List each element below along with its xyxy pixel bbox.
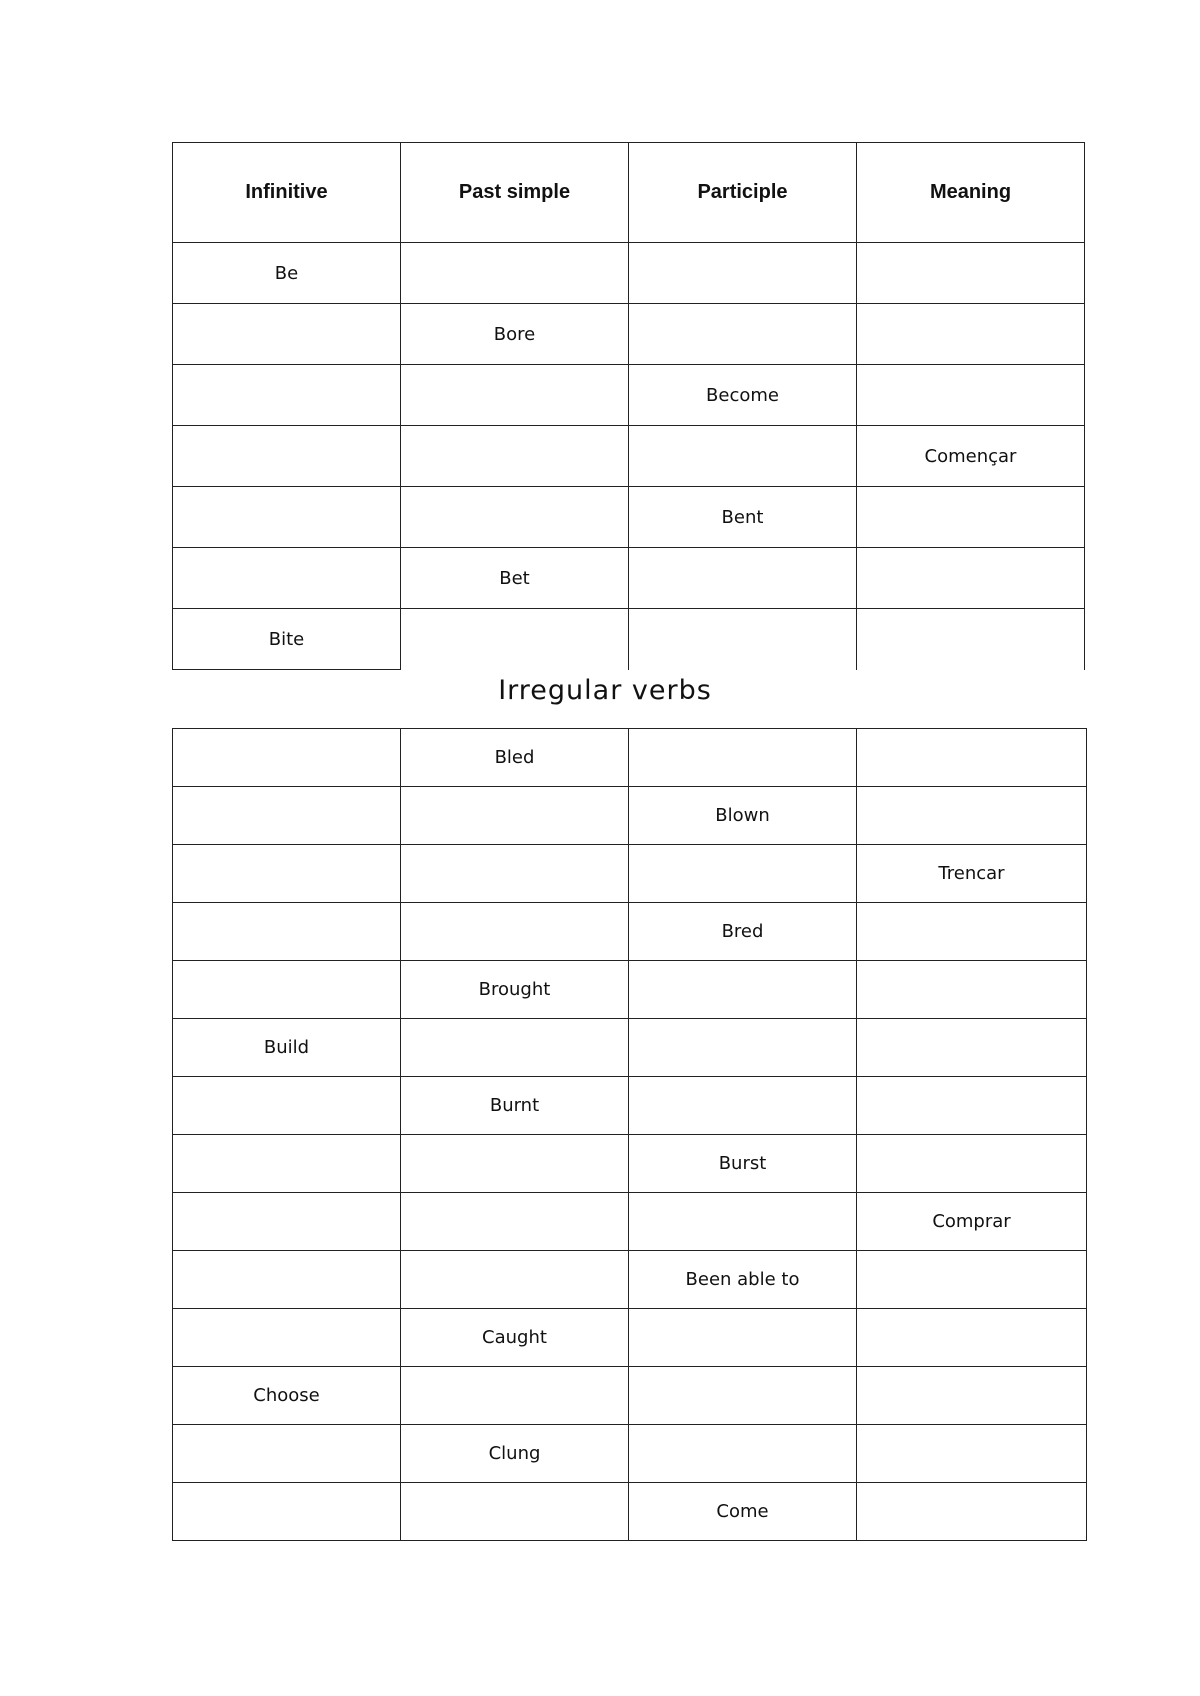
cell-meaning xyxy=(857,365,1085,426)
cell-infinitive: Choose xyxy=(173,1367,401,1425)
cell-infinitive xyxy=(173,1309,401,1367)
table-row xyxy=(173,1135,1087,1193)
table-row xyxy=(173,1193,1087,1251)
cell-past-simple xyxy=(401,787,629,845)
cell-past-simple xyxy=(401,1367,629,1425)
cell-past-simple: Bled xyxy=(401,729,629,787)
cell-meaning xyxy=(857,1019,1087,1077)
cell-infinitive xyxy=(173,1483,401,1541)
cell-participle xyxy=(629,609,857,670)
cell-participle xyxy=(629,1019,857,1077)
cell-meaning xyxy=(857,487,1085,548)
cell-infinitive xyxy=(173,1193,401,1251)
cell-past-simple: Bore xyxy=(401,304,629,365)
cell-past-simple xyxy=(401,1135,629,1193)
page-title: Irregular verbs xyxy=(498,675,712,706)
header-infinitive: Infinitive xyxy=(173,143,401,243)
table-row xyxy=(173,365,1085,426)
table-row xyxy=(173,426,1085,487)
verb-table-1 xyxy=(172,142,1085,670)
cell-participle xyxy=(629,243,857,304)
table-row xyxy=(173,609,1085,670)
cell-infinitive xyxy=(173,487,401,548)
cell-infinitive: Be xyxy=(173,243,401,304)
cell-participle xyxy=(629,845,857,903)
cell-meaning xyxy=(857,1077,1087,1135)
header-meaning: Meaning xyxy=(857,143,1085,243)
cell-meaning xyxy=(857,1483,1087,1541)
cell-infinitive xyxy=(173,426,401,487)
table-row xyxy=(173,1019,1087,1077)
cell-meaning xyxy=(857,548,1085,609)
table-row xyxy=(173,1251,1087,1309)
cell-participle xyxy=(629,304,857,365)
cell-infinitive xyxy=(173,304,401,365)
cell-meaning: Comprar xyxy=(857,1193,1087,1251)
cell-past-simple xyxy=(401,487,629,548)
cell-past-simple xyxy=(401,845,629,903)
cell-participle xyxy=(629,1309,857,1367)
table-row xyxy=(173,1309,1087,1367)
cell-infinitive xyxy=(173,365,401,426)
header-past-simple: Past simple xyxy=(401,143,629,243)
cell-past-simple xyxy=(401,1019,629,1077)
cell-participle: Bent xyxy=(629,487,857,548)
table-row xyxy=(173,1367,1087,1425)
cell-participle: Been able to xyxy=(629,1251,857,1309)
cell-meaning xyxy=(857,609,1085,670)
cell-past-simple xyxy=(401,1251,629,1309)
cell-participle xyxy=(629,1367,857,1425)
cell-infinitive xyxy=(173,729,401,787)
table-row xyxy=(173,1483,1087,1541)
cell-infinitive xyxy=(173,1135,401,1193)
cell-infinitive xyxy=(173,903,401,961)
verb-table-2 xyxy=(172,728,1087,1541)
cell-past-simple xyxy=(401,243,629,304)
cell-participle xyxy=(629,961,857,1019)
cell-past-simple xyxy=(401,903,629,961)
cell-meaning xyxy=(857,787,1087,845)
cell-infinitive xyxy=(173,961,401,1019)
cell-participle xyxy=(629,1077,857,1135)
header-row xyxy=(173,143,1085,243)
cell-past-simple xyxy=(401,365,629,426)
cell-past-simple: Caught xyxy=(401,1309,629,1367)
cell-meaning xyxy=(857,961,1087,1019)
cell-infinitive xyxy=(173,1425,401,1483)
cell-meaning xyxy=(857,1251,1087,1309)
cell-participle: Come xyxy=(629,1483,857,1541)
cell-infinitive xyxy=(173,1251,401,1309)
cell-meaning xyxy=(857,1425,1087,1483)
cell-past-simple xyxy=(401,426,629,487)
cell-infinitive: Bite xyxy=(173,609,401,670)
table-row xyxy=(173,903,1087,961)
table-row xyxy=(173,487,1085,548)
cell-meaning xyxy=(857,304,1085,365)
cell-past-simple: Burnt xyxy=(401,1077,629,1135)
cell-meaning xyxy=(857,729,1087,787)
cell-participle xyxy=(629,548,857,609)
cell-infinitive xyxy=(173,548,401,609)
table-row xyxy=(173,548,1085,609)
table-row xyxy=(173,729,1087,787)
cell-infinitive xyxy=(173,787,401,845)
table-row xyxy=(173,961,1087,1019)
table-row xyxy=(173,243,1085,304)
cell-past-simple xyxy=(401,1483,629,1541)
cell-participle: Blown xyxy=(629,787,857,845)
cell-past-simple: Clung xyxy=(401,1425,629,1483)
cell-meaning: Trencar xyxy=(857,845,1087,903)
cell-infinitive xyxy=(173,1077,401,1135)
table-row xyxy=(173,1425,1087,1483)
cell-infinitive: Build xyxy=(173,1019,401,1077)
cell-meaning xyxy=(857,1135,1087,1193)
cell-infinitive xyxy=(173,845,401,903)
cell-participle: Burst xyxy=(629,1135,857,1193)
cell-participle xyxy=(629,1193,857,1251)
table-row xyxy=(173,304,1085,365)
cell-meaning xyxy=(857,903,1087,961)
cell-past-simple: Brought xyxy=(401,961,629,1019)
table-row xyxy=(173,845,1087,903)
cell-past-simple xyxy=(401,609,629,670)
table-row xyxy=(173,787,1087,845)
cell-meaning xyxy=(857,243,1085,304)
cell-meaning xyxy=(857,1367,1087,1425)
cell-participle: Become xyxy=(629,365,857,426)
cell-participle xyxy=(629,1425,857,1483)
cell-meaning: Començar xyxy=(857,426,1085,487)
header-participle: Participle xyxy=(629,143,857,243)
cell-meaning xyxy=(857,1309,1087,1367)
cell-participle: Bred xyxy=(629,903,857,961)
cell-past-simple xyxy=(401,1193,629,1251)
cell-past-simple: Bet xyxy=(401,548,629,609)
cell-participle xyxy=(629,729,857,787)
cell-participle xyxy=(629,426,857,487)
table-row xyxy=(173,1077,1087,1135)
